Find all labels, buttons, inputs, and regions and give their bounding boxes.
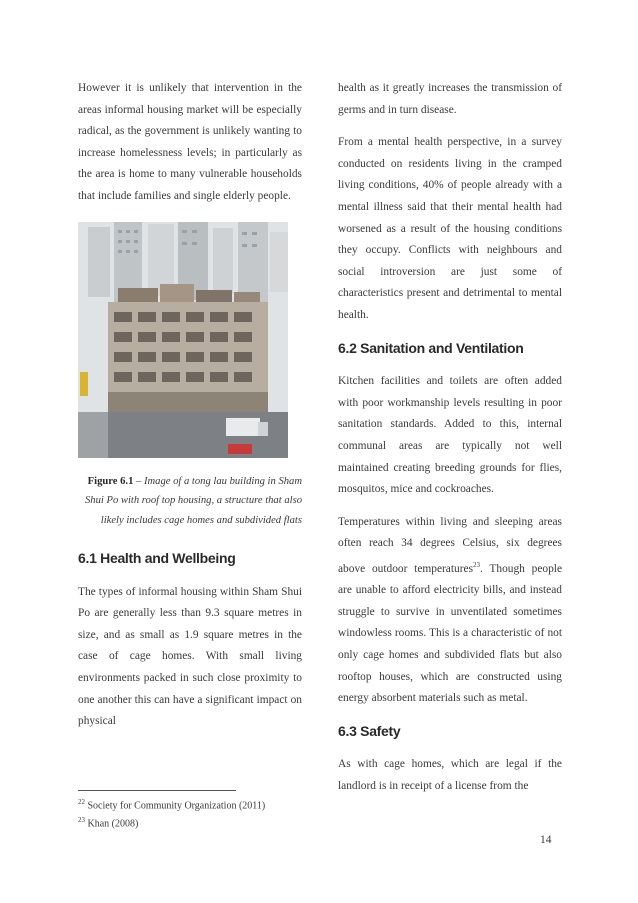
temperature-text-b: . Though people are unable to afford electricity bills, and instead struggle to survive in unventilated sometimes windowless rooms. This is a characteristic of not only cage homes and subdivided flats but also rooftop houses, which are constructed using energy absorbent materials such as metal. xyxy=(338,562,563,705)
sanitation-paragraph: Kitchen facilities and toilets are often added with poor workmanship levels resulting in poor sanitation standards. Added to this, internal communal areas are typically not well maintained creating breeding grounds for flies, mosquitos, mice and cockroaches. xyxy=(338,375,562,496)
page-number: 14 xyxy=(540,834,552,846)
footnote-text: Khan (2008) xyxy=(85,818,139,830)
continuation-paragraph: health as it greatly increases the transmission of germs and in turn disease. xyxy=(338,82,562,116)
footnote-number: 23 xyxy=(78,816,85,825)
footnote-ref-23: 23 xyxy=(473,560,481,569)
temperature-text-a: Temperatures within living and sleeping areas often reach 34 degrees Celsius, six degrees above outdoor temperatures xyxy=(338,515,562,575)
section-heading-safety: 6.3 Safety xyxy=(338,722,401,739)
figure-tong-lau-photo xyxy=(78,222,288,458)
safety-paragraph: As with cage homes, which are legal if the landlord is in receipt of a license from the xyxy=(338,758,562,793)
health-paragraph: The types of informal housing within Sham Shui Po are generally less than 9.3 square metres in size, and as small as 1.9 square metres in the case of cage homes. With small living environments packed in such close proximity to one another this can have a significant impact on physical xyxy=(78,585,302,728)
intro-paragraph: However it is unlikely that intervention in the areas informal housing market will be especially radical, as the government is unlikely wanting to increase homelessness levels; in particularly as the area is home to many vulnerable households that include families and single elderly people. xyxy=(78,82,302,202)
footnote-divider xyxy=(78,790,236,791)
figure-caption-label: Figure 6.1 xyxy=(87,475,134,487)
temperature-paragraph xyxy=(338,512,562,710)
building-photo xyxy=(78,222,288,458)
footnotes xyxy=(78,795,308,832)
right-column xyxy=(338,78,562,809)
footnote-number: 22 xyxy=(78,798,85,806)
section-heading-health: 6.1 Health and Wellbeing xyxy=(78,550,236,567)
left-column xyxy=(78,78,302,744)
footnote-22 xyxy=(78,795,308,813)
figure-caption xyxy=(78,472,302,531)
footnote-23 xyxy=(78,813,308,831)
footnote-text: Society for Community Organization (2011) xyxy=(85,800,266,812)
section-heading-sanitation: 6.2 Sanitation and Ventilation xyxy=(338,339,524,356)
mental-health-paragraph: From a mental health perspective, in a survey conducted on residents living in the cramped living conditions, 40% of people already with a mental illness said that their mental health had worsened as a result of the housing conditions they occupy. Conflicts with neighbours and social introversion are just some of characteristics present and detrimental to mental health. xyxy=(338,136,562,321)
figure-caption-text: – Image of a tong lau building in Sham Shui Po with roof top housing, a structure that also likely includes cage homes and subdivided flats xyxy=(85,475,302,526)
